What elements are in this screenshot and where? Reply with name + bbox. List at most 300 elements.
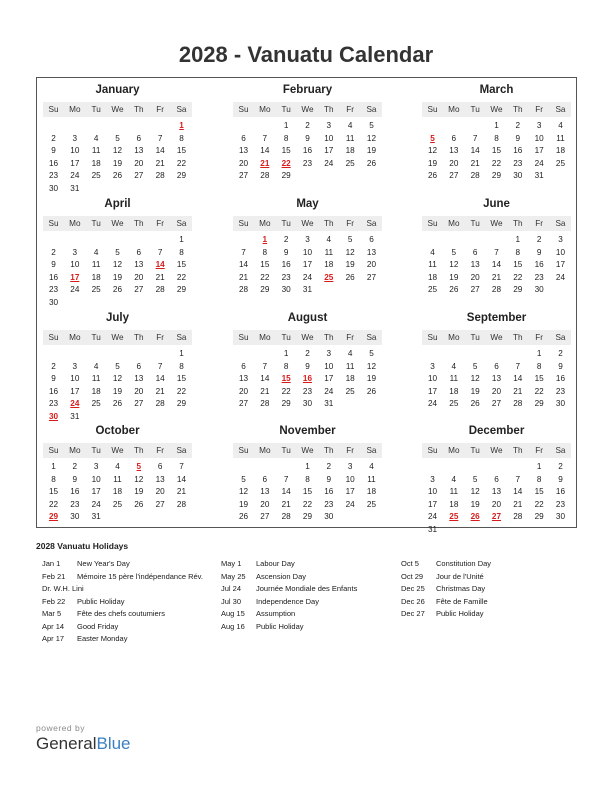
holiday-date: Dec 27 — [401, 609, 425, 618]
weekday-label: Th — [513, 219, 523, 228]
day-cell: 1 — [51, 462, 56, 471]
holiday-date: Dr. W.H. Lini — [42, 584, 84, 593]
weekday-label: Su — [48, 446, 59, 455]
day-cell: 13 — [366, 247, 377, 257]
day-cell: 16 — [324, 487, 334, 496]
holiday-day-cell: 29 — [48, 512, 59, 521]
holiday-date: Oct 5 — [401, 559, 419, 568]
holiday-day-cell: 5 — [430, 133, 435, 143]
day-cell: 31 — [427, 524, 438, 534]
day-cell: 23 — [70, 499, 80, 509]
day-cell: 17 — [70, 386, 80, 396]
day-cell: 11 — [91, 374, 101, 383]
day-cell: 14 — [238, 260, 249, 269]
day-cell: 21 — [155, 272, 165, 282]
weekday-label: Fr — [346, 219, 354, 228]
day-cell: 8 — [283, 133, 289, 143]
day-cell: 10 — [555, 247, 566, 257]
day-cell: 18 — [449, 386, 459, 396]
day-cell: 5 — [369, 121, 374, 130]
day-cell: 9 — [326, 474, 332, 484]
day-cell: 2 — [283, 235, 289, 244]
day-cell: 28 — [470, 171, 480, 180]
day-cell: 5 — [115, 133, 120, 143]
day-cell: 28 — [238, 285, 249, 294]
day-cell: 2 — [558, 349, 563, 358]
weekday-label: Fr — [346, 333, 354, 342]
day-cell: 19 — [112, 386, 123, 396]
day-cell: 26 — [470, 399, 480, 408]
weekday-label: Tu — [91, 333, 101, 342]
day-cell: 30 — [555, 512, 566, 521]
holidays-title: 2028 Vanuatu Holidays — [36, 541, 129, 551]
day-cell: 29 — [534, 512, 544, 521]
day-cell: 18 — [366, 487, 377, 496]
day-cell: 4 — [347, 349, 353, 358]
weekday-label: Tu — [470, 105, 480, 114]
day-cell: 27 — [238, 171, 249, 180]
day-cell: 24 — [324, 158, 334, 168]
day-cell: 1 — [536, 349, 542, 358]
day-cell: 11 — [449, 487, 459, 496]
day-cell: 12 — [427, 146, 438, 155]
day-cell: 9 — [51, 260, 56, 269]
day-cell: 6 — [241, 361, 246, 371]
day-cell: 26 — [238, 512, 249, 521]
day-cell: 26 — [449, 285, 459, 294]
weekday-label: Su — [48, 333, 59, 342]
holiday-name: New Year's Day — [77, 559, 130, 568]
day-cell: 16 — [555, 374, 566, 383]
day-cell: 28 — [281, 512, 291, 521]
day-cell: 5 — [472, 361, 478, 371]
holiday-name: Easter Monday — [77, 634, 128, 643]
day-cell: 24 — [345, 499, 355, 509]
holiday-day-cell: 25 — [449, 512, 459, 521]
day-cell: 27 — [134, 171, 144, 180]
day-cell: 20 — [134, 272, 144, 282]
day-cell: 26 — [366, 386, 377, 396]
day-cell: 9 — [536, 247, 542, 257]
weekday-label: We — [490, 219, 503, 228]
day-cell: 10 — [427, 374, 438, 383]
holiday-name: Assumption — [256, 609, 296, 618]
weekday-label: Th — [513, 105, 523, 114]
weekday-label: Sa — [176, 219, 187, 228]
day-cell: 18 — [345, 374, 355, 383]
holiday-name: Good Friday — [77, 621, 119, 631]
day-cell: 23 — [555, 386, 566, 396]
day-cell: 2 — [305, 121, 310, 130]
day-cell: 19 — [427, 158, 438, 168]
day-cell: 13 — [491, 374, 502, 383]
day-cell: 3 — [72, 361, 78, 371]
weekday-label: Mo — [259, 219, 271, 228]
weekday-label: Tu — [281, 219, 291, 228]
weekday-label: Th — [134, 105, 144, 114]
weekday-label: Mo — [69, 219, 81, 228]
day-cell: 3 — [430, 361, 435, 371]
brand-footer — [36, 723, 131, 754]
day-cell: 3 — [326, 121, 332, 130]
day-cell: 9 — [51, 374, 56, 383]
day-cell: 28 — [260, 171, 270, 180]
day-cell: 21 — [176, 487, 187, 496]
holiday-date: Jul 24 — [221, 584, 242, 593]
day-cell: 19 — [449, 272, 459, 282]
weekday-label: Mo — [259, 446, 271, 455]
day-cell: 18 — [449, 499, 459, 509]
holiday-name: Fête des chefs coutumiers — [77, 609, 165, 618]
day-cell: 23 — [513, 158, 523, 168]
day-cell: 20 — [238, 386, 249, 396]
day-cell: 25 — [555, 158, 566, 168]
day-cell: 7 — [262, 133, 268, 143]
calendar-grid — [36, 77, 577, 534]
holiday-date: Aug 16 — [221, 621, 245, 631]
day-cell: 17 — [534, 146, 544, 155]
day-cell: 4 — [115, 462, 120, 471]
day-cell: 4 — [369, 462, 374, 471]
day-cell: 20 — [155, 487, 165, 496]
month-may — [233, 198, 382, 303]
day-cell: 10 — [427, 487, 438, 496]
day-cell: 29 — [281, 171, 291, 180]
day-cell: 15 — [176, 146, 187, 155]
day-cell: 6 — [136, 133, 142, 143]
day-cell: 10 — [534, 133, 544, 143]
day-cell: 23 — [302, 386, 313, 396]
day-cell: 25 — [345, 158, 355, 168]
weekday-label: Th — [134, 446, 144, 455]
day-cell: 7 — [494, 247, 499, 257]
weekday-label: Sa — [176, 105, 187, 114]
day-cell: 5 — [241, 474, 246, 484]
weekday-label: Th — [324, 219, 334, 228]
day-cell: 15 — [281, 146, 291, 155]
day-cell: 16 — [302, 146, 313, 155]
weekday-label: Fr — [156, 219, 164, 228]
day-cell: 26 — [112, 399, 123, 408]
weekday-label: Mo — [448, 219, 460, 228]
weekday-label: Fr — [535, 446, 543, 455]
day-cell: 18 — [555, 146, 566, 155]
holiday-day-cell: 5 — [136, 462, 142, 471]
day-cell: 1 — [494, 121, 499, 130]
day-cell: 17 — [324, 374, 334, 383]
weekday-label: Tu — [470, 446, 480, 455]
day-cell: 23 — [324, 499, 334, 509]
weekday-label: Tu — [470, 333, 480, 342]
day-cell: 28 — [513, 399, 523, 408]
weekday-label: Fr — [156, 333, 164, 342]
day-cell: 12 — [470, 374, 480, 383]
day-cell: 29 — [176, 285, 187, 294]
day-cell: 8 — [305, 474, 310, 484]
day-cell: 22 — [534, 386, 544, 396]
day-cell: 12 — [449, 260, 459, 269]
day-cell: 22 — [302, 499, 313, 509]
weekday-label: Sa — [366, 219, 377, 228]
weekday-label: Th — [324, 105, 334, 114]
day-cell: 24 — [302, 272, 313, 282]
day-cell: 22 — [513, 272, 523, 282]
day-cell: 6 — [262, 474, 268, 484]
day-cell: 18 — [91, 386, 101, 396]
day-cell: 16 — [534, 260, 544, 269]
day-cell: 11 — [113, 474, 122, 484]
holiday-name: Fête de Famille — [436, 596, 488, 606]
day-cell: 24 — [555, 272, 566, 282]
month-july — [43, 312, 192, 421]
weekday-label: Fr — [535, 105, 543, 114]
day-cell: 27 — [449, 171, 459, 180]
day-cell: 3 — [347, 462, 353, 471]
holiday-day-cell: 22 — [281, 158, 291, 168]
weekday-label: We — [301, 219, 314, 228]
day-cell: 31 — [324, 399, 334, 408]
holiday-name: Public Holiday — [77, 596, 125, 606]
month-august — [233, 312, 382, 417]
day-cell: 30 — [324, 512, 334, 521]
holiday-date: Mar 5 — [42, 609, 62, 618]
day-cell: 13 — [134, 374, 144, 383]
day-cell: 24 — [427, 399, 438, 408]
month-name: August — [287, 312, 328, 324]
day-cell: 6 — [241, 133, 246, 143]
day-cell: 8 — [179, 133, 184, 143]
day-cell: 16 — [48, 272, 59, 282]
weekday-label: Su — [238, 333, 249, 342]
day-cell: 28 — [176, 499, 187, 509]
day-cell: 17 — [91, 487, 101, 496]
day-cell: 9 — [558, 474, 563, 484]
holiday-name: Jour de l'Unité — [436, 571, 484, 581]
day-cell: 9 — [558, 361, 563, 371]
day-cell: 5 — [472, 474, 478, 484]
day-cell: 25 — [449, 399, 459, 408]
day-cell: 21 — [491, 272, 502, 282]
day-cell: 24 — [534, 158, 544, 168]
day-cell: 6 — [157, 462, 163, 471]
day-cell: 2 — [72, 462, 78, 471]
weekday-label: Sa — [555, 333, 566, 342]
day-cell: 11 — [345, 361, 355, 371]
day-cell: 4 — [430, 247, 435, 257]
day-cell: 17 — [302, 260, 313, 269]
weekday-label: Mo — [69, 333, 81, 342]
generalblue-logo — [36, 734, 131, 754]
day-cell: 31 — [91, 512, 101, 521]
day-cell: 7 — [241, 247, 246, 257]
day-cell: 23 — [534, 272, 544, 282]
day-cell: 12 — [345, 247, 355, 257]
day-cell: 21 — [260, 386, 270, 396]
holiday-date: Feb 21 — [42, 571, 66, 581]
day-cell: 19 — [366, 146, 377, 155]
holiday-name: Labour Day — [256, 559, 295, 568]
day-cell: 31 — [302, 285, 313, 294]
day-cell: 23 — [48, 399, 59, 408]
day-cell: 31 — [70, 183, 80, 193]
month-name: July — [105, 312, 129, 324]
day-cell: 1 — [515, 235, 521, 244]
day-cell: 6 — [494, 474, 499, 484]
day-cell: 29 — [260, 285, 270, 294]
holiday-name: Public Holiday — [436, 609, 484, 618]
holiday-name: Ascension Day — [256, 571, 307, 581]
holiday-date: Dec 25 — [401, 584, 425, 593]
weekday-label: We — [301, 105, 314, 114]
day-cell: 11 — [91, 146, 101, 155]
day-cell: 12 — [134, 474, 144, 484]
day-cell: 27 — [134, 285, 144, 294]
weekday-label: Tu — [281, 105, 291, 114]
day-cell: 22 — [281, 386, 291, 396]
day-cell: 16 — [48, 158, 59, 168]
day-cell: 8 — [179, 247, 184, 257]
month-april — [43, 198, 192, 307]
day-cell: 7 — [157, 133, 163, 143]
day-cell: 6 — [494, 361, 499, 371]
day-cell: 5 — [347, 235, 353, 244]
day-cell: 25 — [91, 285, 101, 294]
day-cell: 19 — [470, 499, 480, 509]
day-cell: 10 — [302, 247, 313, 257]
weekday-label: Tu — [470, 219, 480, 228]
day-cell: 18 — [324, 260, 334, 269]
day-cell: 30 — [302, 399, 313, 408]
day-cell: 15 — [534, 374, 544, 383]
weekday-label: Th — [513, 333, 523, 342]
day-cell: 9 — [51, 146, 56, 155]
day-cell: 9 — [72, 474, 78, 484]
day-cell: 25 — [91, 399, 101, 408]
day-cell: 16 — [555, 487, 566, 496]
day-cell: 20 — [260, 499, 270, 509]
day-cell: 23 — [48, 285, 59, 294]
month-october — [43, 425, 192, 530]
weekday-label: Su — [48, 219, 59, 228]
day-cell: 14 — [491, 260, 502, 269]
day-cell: 18 — [91, 158, 101, 168]
day-cell: 10 — [91, 474, 101, 484]
day-cell: 6 — [369, 235, 374, 244]
holiday-name: Independence Day — [256, 596, 319, 606]
day-cell: 23 — [281, 272, 291, 282]
day-cell: 11 — [91, 260, 101, 269]
weekday-label: Su — [238, 105, 249, 114]
powered-by-text: powered by — [36, 723, 85, 733]
day-cell: 24 — [427, 512, 438, 521]
day-cell: 21 — [155, 158, 165, 168]
day-cell: 14 — [513, 487, 523, 496]
day-cell: 27 — [134, 399, 144, 408]
day-cell: 2 — [305, 349, 310, 358]
day-cell: 9 — [283, 247, 289, 257]
holiday-name: Journée Mondiale des Enfants — [256, 584, 358, 593]
day-cell: 30 — [48, 297, 59, 307]
day-cell: 11 — [367, 474, 376, 484]
day-cell: 30 — [513, 171, 523, 180]
weekday-label: Th — [324, 333, 334, 342]
day-cell: 1 — [179, 235, 184, 244]
weekday-label: We — [490, 446, 503, 455]
day-cell: 31 — [534, 171, 544, 180]
month-march — [422, 84, 571, 189]
weekday-label: Sa — [555, 219, 566, 228]
day-cell: 22 — [491, 158, 502, 168]
day-cell: 19 — [134, 487, 144, 496]
month-name: June — [483, 198, 510, 210]
holiday-day-cell: 24 — [70, 399, 80, 408]
weekday-label: We — [111, 446, 124, 455]
day-cell: 17 — [70, 158, 80, 168]
day-cell: 10 — [70, 146, 80, 155]
month-name: January — [95, 84, 140, 96]
weekday-label: Fr — [156, 105, 164, 114]
holiday-date: Dec 26 — [401, 596, 425, 606]
day-cell: 9 — [305, 133, 310, 143]
day-cell: 8 — [262, 247, 268, 257]
holiday-day-cell: 17 — [70, 272, 80, 282]
day-cell: 2 — [558, 462, 563, 471]
day-cell: 17 — [427, 499, 438, 509]
holiday-day-cell: 27 — [491, 512, 502, 521]
day-cell: 13 — [470, 260, 480, 269]
day-cell: 13 — [238, 146, 249, 155]
holiday-day-cell: 15 — [281, 374, 291, 383]
weekday-label: Mo — [259, 333, 271, 342]
day-cell: 13 — [449, 146, 459, 155]
weekday-label: We — [301, 446, 314, 455]
weekday-label: We — [111, 333, 124, 342]
day-cell: 14 — [470, 146, 480, 155]
weekday-label: Sa — [366, 333, 377, 342]
month-september — [422, 312, 571, 417]
day-cell: 12 — [112, 260, 123, 269]
day-cell: 10 — [70, 260, 80, 269]
holiday-date: Jan 1 — [42, 559, 61, 568]
weekday-label: Tu — [91, 219, 101, 228]
weekday-label: Th — [134, 333, 144, 342]
day-cell: 18 — [427, 272, 438, 282]
weekday-label: Mo — [448, 105, 460, 114]
holiday-name: Public Holiday — [256, 621, 304, 631]
month-december — [422, 425, 571, 534]
day-cell: 10 — [324, 133, 334, 143]
weekday-label: Fr — [535, 333, 543, 342]
holiday-name: Christmas Day — [436, 584, 486, 593]
day-cell: 8 — [536, 474, 542, 484]
day-cell: 28 — [155, 285, 165, 294]
holiday-day-cell: 25 — [324, 272, 334, 282]
holiday-date: May 25 — [221, 571, 246, 581]
weekday-label: We — [490, 105, 503, 114]
day-cell: 10 — [70, 374, 80, 383]
day-cell: 17 — [345, 487, 355, 496]
day-cell: 22 — [260, 272, 270, 282]
day-cell: 16 — [281, 260, 291, 269]
day-cell: 15 — [534, 487, 544, 496]
weekday-label: Tu — [91, 446, 101, 455]
weekday-label: Th — [513, 446, 523, 455]
weekday-label: Sa — [555, 105, 566, 114]
day-cell: 23 — [302, 158, 313, 168]
day-cell: 24 — [70, 285, 80, 294]
day-cell: 30 — [48, 183, 59, 193]
day-cell: 21 — [513, 386, 523, 396]
